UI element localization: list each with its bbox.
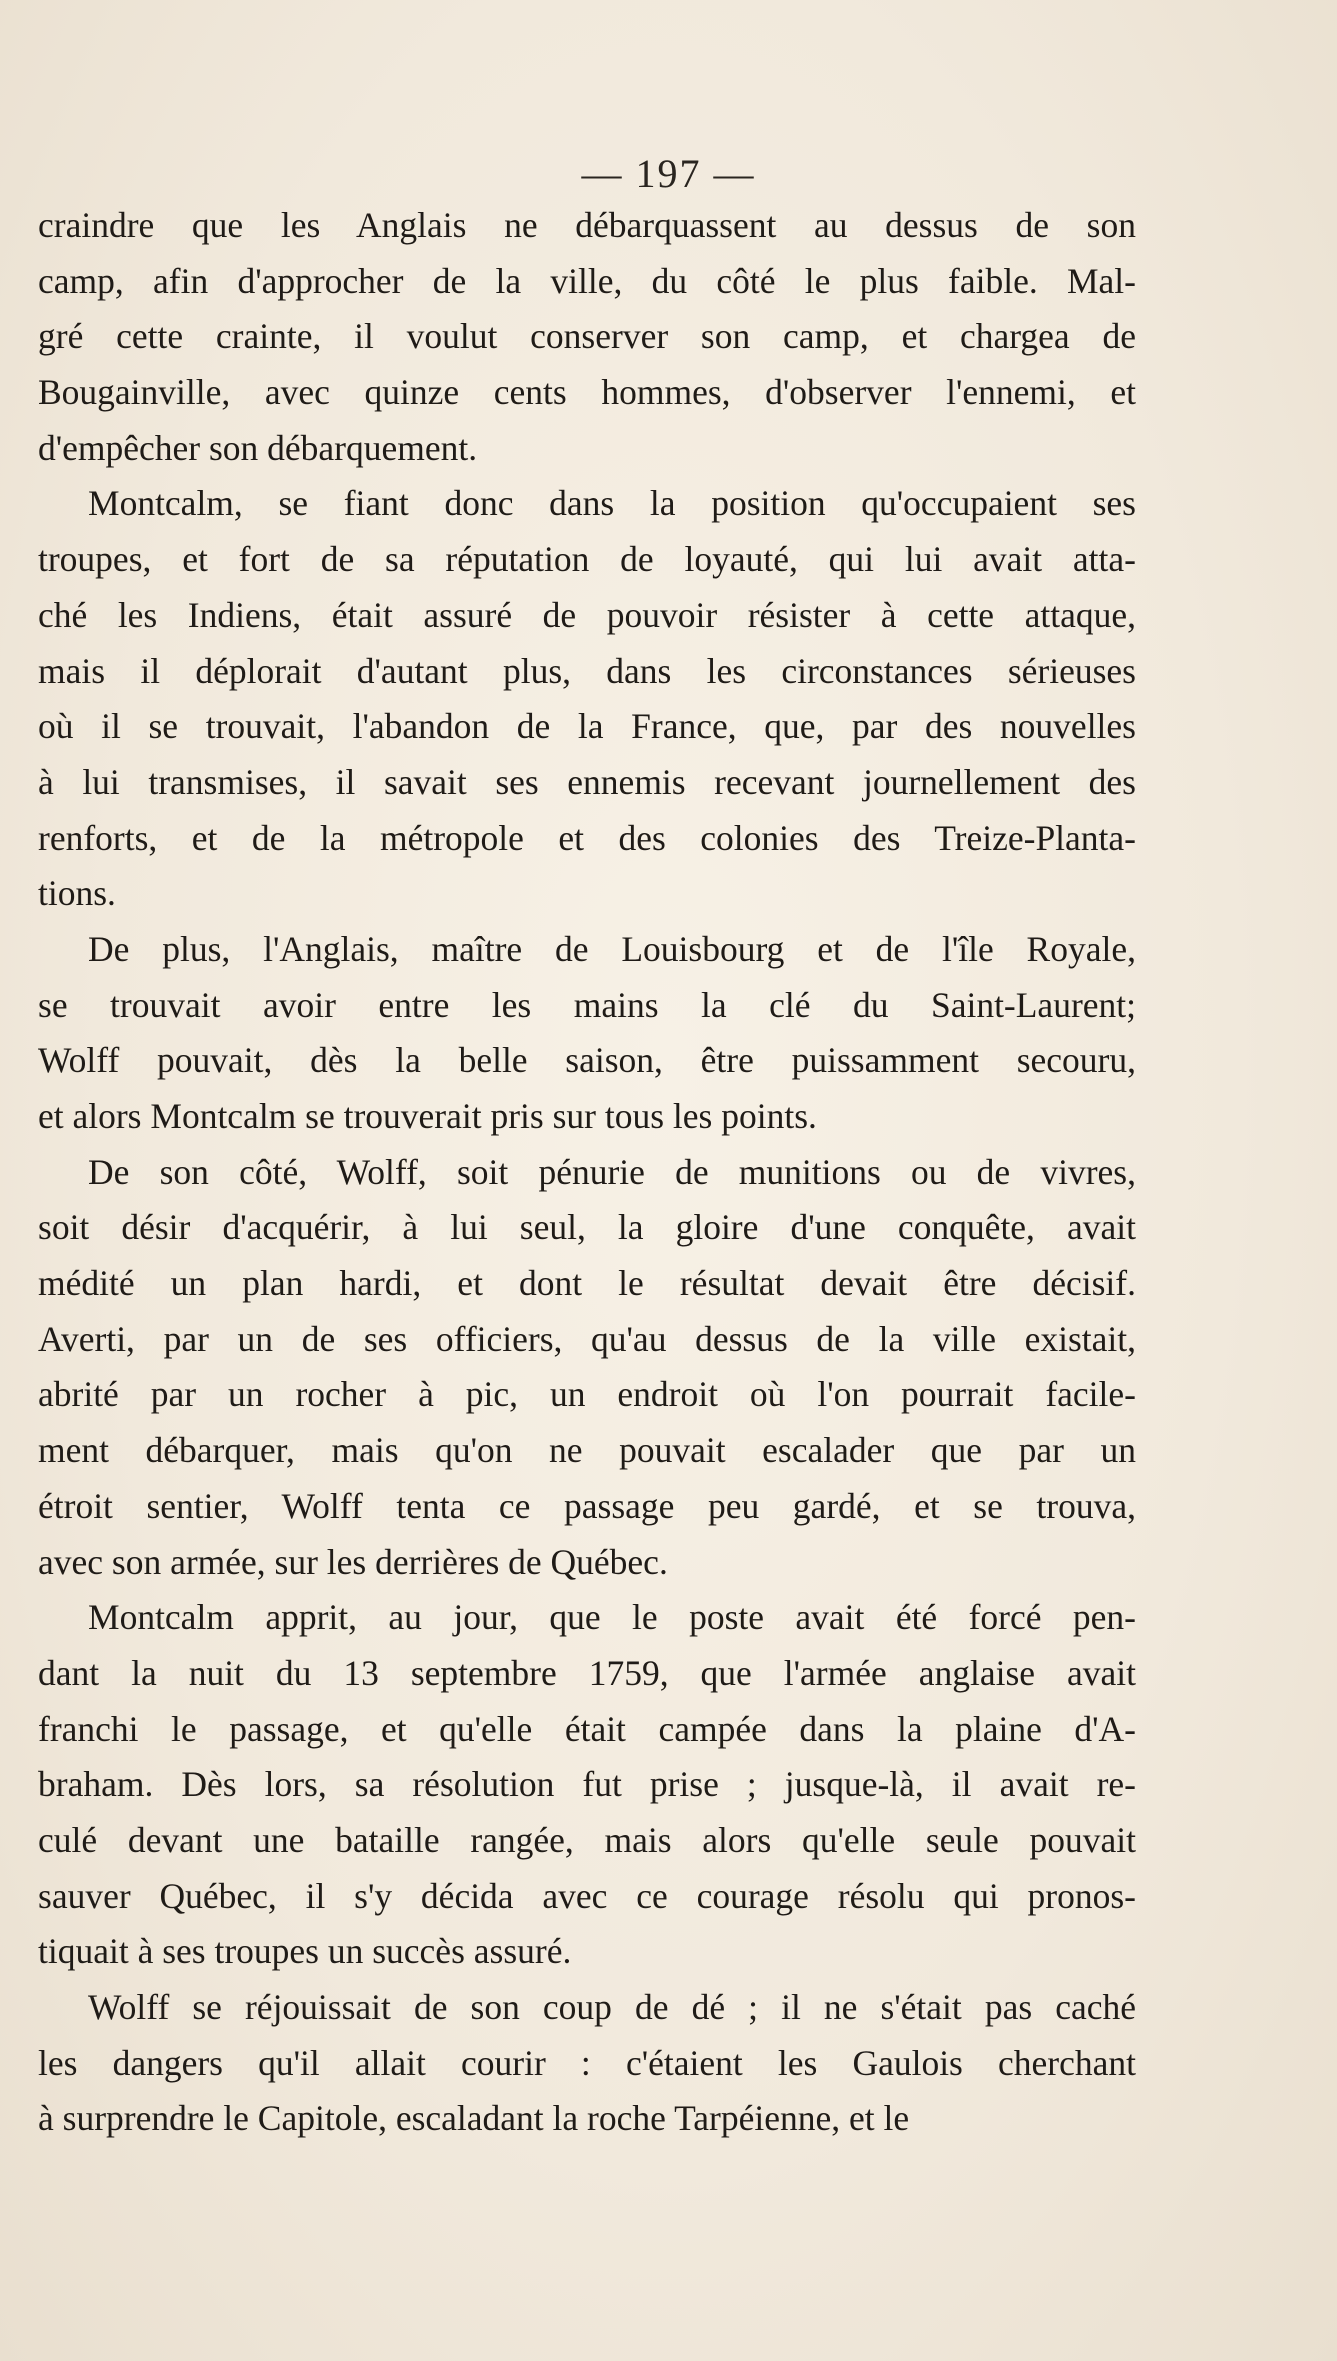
text-line: et alors Montcalm se trouverait pris sur tous les points. — [38, 1096, 817, 1136]
paragraph — [38, 1145, 1136, 1591]
text-line: où il se trouvait, l'abandon de la France, que, par des nouvelles — [38, 706, 1136, 747]
text-line: mais il déplorait d'autant plus, dans les circonstances sérieuses — [38, 650, 1136, 691]
text-line: sauver Québec, il s'y décida avec ce courage résolu qui pronos- — [38, 1875, 1136, 1916]
text-line: Bougainville, avec quinze cents hommes, d'observer l'ennemi, et — [38, 372, 1136, 413]
text-line: renforts, et de la métropole et des colonies des Treize-Planta- — [38, 817, 1136, 858]
text-line: étroit sentier, Wolff tenta ce passage peu gardé, et se trouva, — [38, 1485, 1136, 1526]
text-line: craindre que les Anglais ne débarquassent au dessus de son — [38, 205, 1136, 245]
paragraph — [38, 476, 1136, 922]
text-line: franchi le passage, et qu'elle était campée dans la plaine d'A- — [38, 1708, 1136, 1749]
text-line: avec son armée, sur les derrières de Québec. — [38, 1541, 668, 1582]
text-line: braham. Dès lors, sa résolution fut prise ; jusque-là, il avait re- — [38, 1764, 1136, 1805]
text-line: dant la nuit du 13 septembre 1759, que l'armée anglaise avait — [38, 1652, 1136, 1693]
body-text — [38, 198, 1136, 2147]
text-line: Montcalm, se fiant donc dans la position qu'occupaient ses — [88, 483, 1136, 524]
paragraph — [38, 922, 1136, 1145]
paragraph — [38, 198, 1136, 476]
text-line: les dangers qu'il allait courir : c'étaient les Gaulois cherchant — [38, 2042, 1136, 2083]
text-line: Wolff pouvait, dès la belle saison, être puissamment secouru, — [38, 1040, 1136, 1081]
text-line: d'empêcher son débarquement. — [38, 427, 478, 468]
text-line: gré cette crainte, il voulut conserver son camp, et chargea de — [38, 316, 1136, 357]
text-line: ché les Indiens, était assuré de pouvoir résister à cette attaque, — [38, 594, 1136, 635]
text-line: soit désir d'acquérir, à lui seul, la gloire d'une conquête, avait — [38, 1207, 1136, 1248]
text-line: De son côté, Wolff, soit pénurie de munitions ou de vivres, — [88, 1151, 1136, 1192]
text-line: à lui transmises, il savait ses ennemis recevant journellement des — [38, 761, 1136, 802]
text-line: Averti, par un de ses officiers, qu'au dessus de la ville existait, — [38, 1318, 1136, 1359]
text-line: Montcalm apprit, au jour, que le poste avait été forcé pen- — [88, 1597, 1136, 1638]
text-line: se trouvait avoir entre les mains la clé du Saint-Laurent; — [38, 984, 1136, 1025]
text-line: De plus, l'Anglais, maître de Louisbourg et de l'île Royale, — [88, 928, 1136, 969]
text-line: à surprendre le Capitole, escaladant la roche Tarpéienne, et le — [38, 2098, 910, 2139]
paragraph — [38, 1980, 1136, 2147]
text-line: camp, afin d'approcher de la ville, du côté le plus faible. Mal- — [38, 260, 1136, 301]
text-line: ment débarquer, mais qu'on ne pouvait escalader que par un — [38, 1430, 1136, 1471]
page-number: — 197 — — [581, 151, 756, 196]
text-line: médité un plan hardi, et dont le résultat devait être décisif. — [38, 1263, 1136, 1304]
text-line: culé devant une bataille rangée, mais alors qu'elle seule pouvait — [38, 1819, 1136, 1860]
paragraph — [38, 1590, 1136, 1980]
text-line: tiquait à ses troupes un succès assuré. — [38, 1931, 572, 1972]
text-line: abrité par un rocher à pic, un endroit où l'on pourrait facile- — [38, 1374, 1136, 1415]
text-line: troupes, et fort de sa réputation de loyauté, qui lui avait atta- — [38, 539, 1136, 580]
text-line: Wolff se réjouissait de son coup de dé ; il ne s'était pas caché — [88, 1987, 1136, 2027]
text-line: tions. — [38, 873, 116, 914]
